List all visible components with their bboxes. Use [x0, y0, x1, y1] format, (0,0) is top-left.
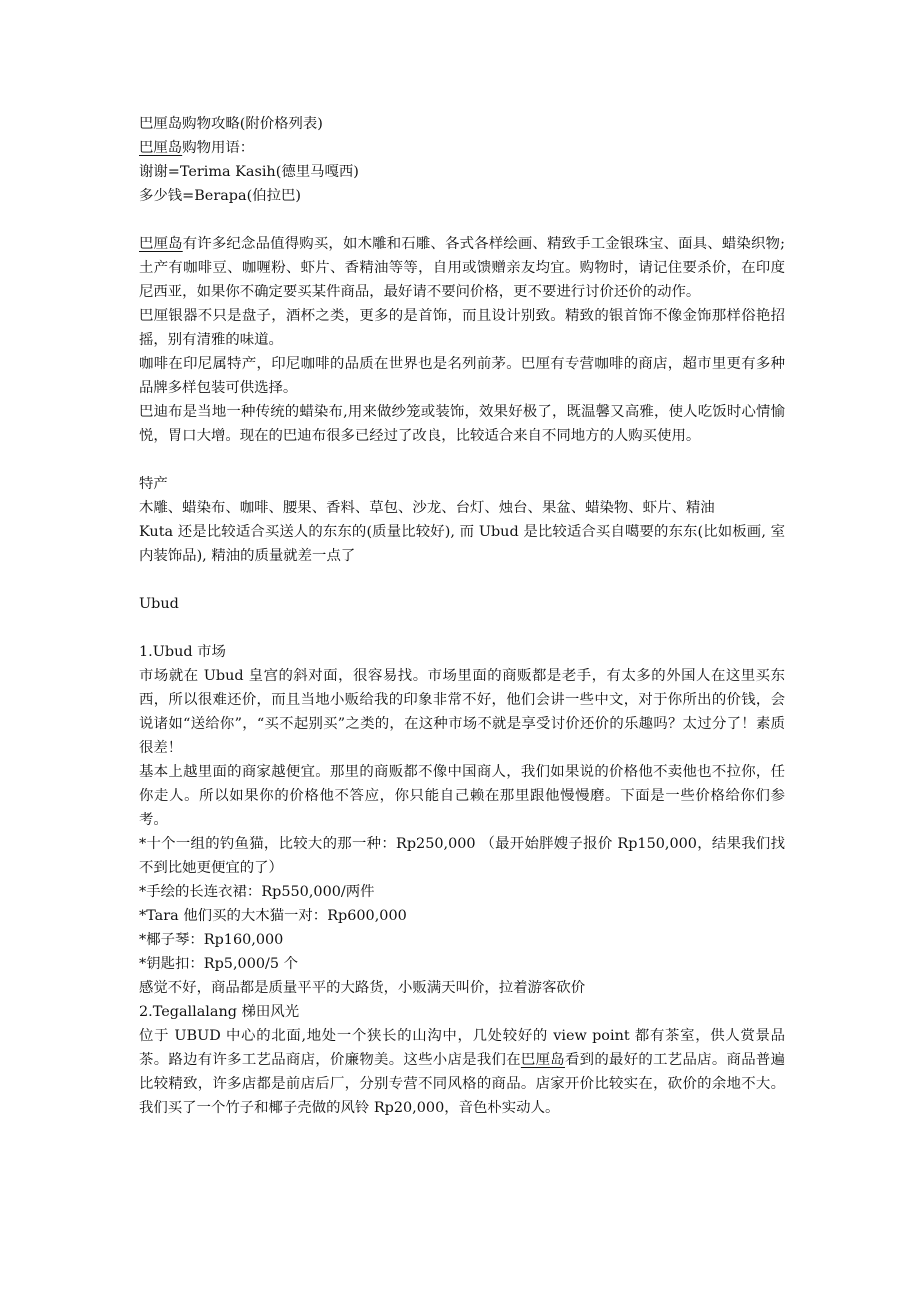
price-item: *钥匙扣：Rp5,000/5 个	[139, 956, 298, 972]
specialties-note: Kuta 还是比较适合买送人的东东的(质量比较好), 而 Ubud 是比较适合买自噶要的东东(比如板画, 室内装饰品), 精油的质量就差一点了	[139, 524, 785, 564]
overview-paragraph-1	[139, 232, 785, 304]
price-item: *十个一组的钓鱼猫，比较大的那一种：Rp250,000 （最开始胖嫂子报价 Rp150,000，结果我们找不到比她更便宜的了）	[139, 836, 785, 876]
tegallalang-text-before: 位于 UBUD 中心的北面,地处一个狭长的山沟中，几处较好的 view point 都有茶室，供人赏景品茶。路边有许多工艺品商店，价廉物美。这些小店是我们在	[139, 1028, 785, 1068]
overview-paragraph-3: 咖啡在印尼属特产，印尼咖啡的品质在世界也是名列前茅。巴厘有专营咖啡的商店，超市里更有多种品牌多样包装可供选择。	[139, 356, 785, 396]
phrases-heading-text: 购物用语：	[182, 140, 255, 156]
market-paragraph-2: 基本上越里面的商家越便宜。那里的商贩都不像中国商人，我们如果说的价格他不卖他也不拉你，任你走人。所以如果你的价格他不答应，你只能自己赖在那里跟他慢慢磨。下面是一些价格给你们参考。	[139, 764, 785, 828]
price-item: *Tara 他们买的大木猫一对：Rp600,000	[139, 908, 407, 924]
bali-link[interactable]: 巴厘岛	[520, 1052, 565, 1068]
tegallalang-text-after: 看到的最好的工艺品店。商品普遍比较精致，许多店都是前店后厂，分别专营不同风格的商品。店家开价比较实在，砍价的余地不大。我们买了一个竹子和椰子壳做的风铃 Rp20,000，音色朴实动人。	[139, 1052, 785, 1116]
bali-link[interactable]: 巴厘岛	[139, 140, 183, 156]
market-conclusion: 感觉不好，商品都是质量平平的大路货，小贩满天叫价，拉着游客砍价	[139, 980, 586, 996]
overview-paragraph-4: 巴迪布是当地一种传统的蜡染布,用来做纱笼或装饰，效果好极了，既温馨又高雅，使人吃饭时心情愉悦，胃口大增。现在的巴迪布很多已经过了改良，比较适合来自不同地方的人购买使用。	[139, 404, 785, 444]
phrase-thanks: 谢谢=Terima Kasih(德里马嘎西)	[139, 164, 359, 180]
phrases-heading	[139, 136, 785, 160]
spacer	[139, 616, 785, 640]
document-title: 巴厘岛购物攻略(附价格列表)	[139, 116, 323, 132]
overview-paragraph-2: 巴厘银器不只是盘子，酒杯之类，更多的是首饰，而且设计别致。精致的银首饰不像金饰那样俗艳招摇，别有清雅的味道。	[139, 308, 785, 348]
spacer	[139, 448, 785, 472]
spacer	[139, 208, 785, 232]
price-item: *手绘的长连衣裙：Rp550,000/两件	[139, 884, 375, 900]
overview-paragraph-1-text: 有许多纪念品值得购买，如木雕和石雕、各式各样绘画、精致手工金银珠宝、面具、蜡染织物; 土产有咖啡豆、咖喱粉、虾片、香精油等等，自用或馈赠亲友均宜。购物时，请记住要杀价，在印度尼西亚，如果你不确定要买某件商品，最好请不要问价格，更不要进行讨价还价的动作。	[139, 236, 785, 300]
market-title: 1.Ubud 市场	[139, 644, 226, 660]
market-paragraph-1: 市场就在 Ubud 皇宫的斜对面，很容易找。市场里面的商贩都是老手，有太多的外国人在这里买东西，所以很难还价，而且当地小贩给我的印象非常不好，他们会讲一些中文，对于你所出的价钱，会说诸如“送给你”，“买不起别买”之类的，在这种市场不就是享受讨价还价的乐趣吗？太过分了！素质很差！	[139, 668, 785, 756]
spacer	[139, 568, 785, 592]
tegallalang-title: 2.Tegallalang 梯田风光	[139, 1004, 300, 1020]
phrase-price: 多少钱=Berapa(伯拉巴)	[139, 188, 301, 204]
tegallalang-paragraph	[139, 1024, 785, 1120]
specialties-list: 木雕、蜡染布、咖啡、腰果、香料、草包、沙龙、台灯、烛台、果盆、蜡染物、虾片、精油	[139, 500, 715, 516]
price-item: *椰子琴：Rp160,000	[139, 932, 284, 948]
specialties-heading: 特产	[139, 476, 168, 492]
document-body	[139, 112, 785, 1120]
bali-link[interactable]: 巴厘岛	[139, 236, 183, 252]
ubud-heading: Ubud	[139, 596, 179, 612]
